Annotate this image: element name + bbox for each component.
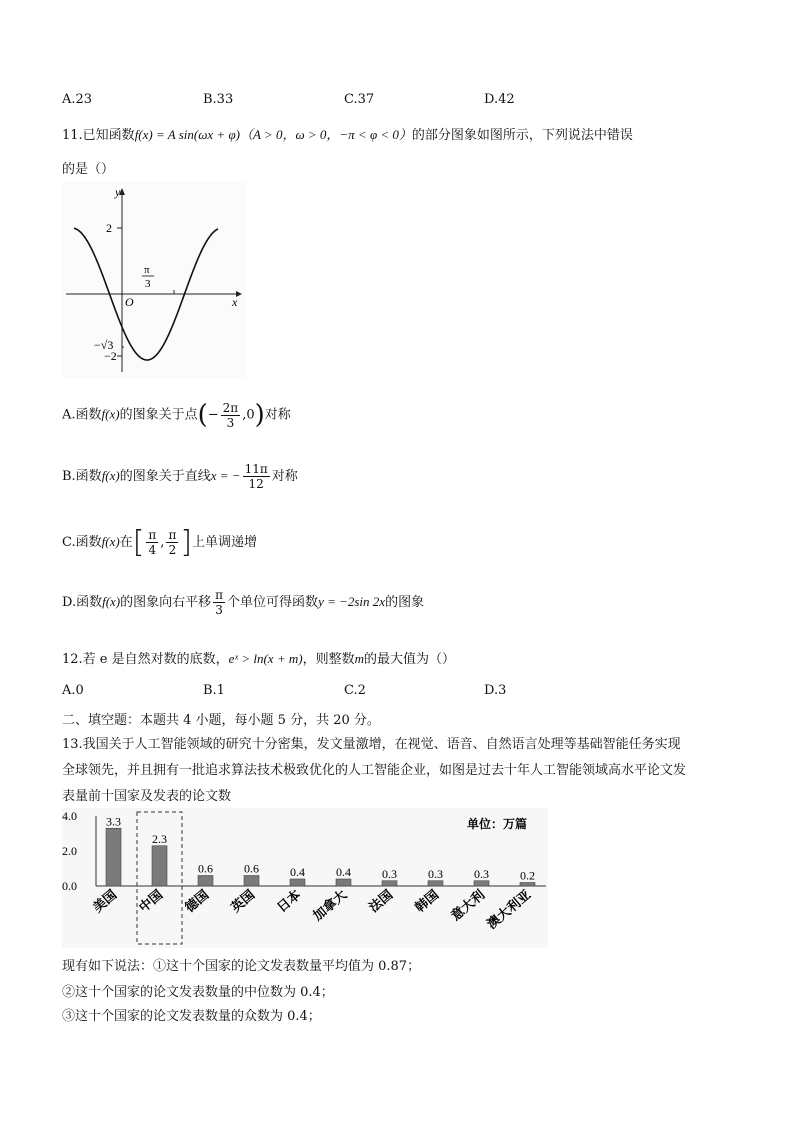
q13-line3: 表量前十国家及发表的论文数: [62, 789, 232, 804]
q12-option-a: A.0: [62, 683, 84, 698]
chart-unit-label: 单位：万篇: [467, 817, 528, 831]
q12-option-c: C.2: [344, 683, 366, 698]
bar-value-label-1: 2.3: [152, 831, 167, 846]
bar-7: [428, 881, 443, 886]
category-label-1: 中国: [136, 887, 167, 916]
category-label-0: 美国: [90, 887, 121, 916]
tick-neg2-label: −2: [104, 349, 117, 363]
tick-neg-sqrt3-label: −√3: [94, 338, 114, 352]
q12-stem-suffix: 的最大值为（）: [363, 652, 455, 667]
opt-c-num1: π: [148, 528, 157, 542]
q13-statement-1: 现有如下说法：①这十个国家的论文发表数量平均值为 0.87；: [62, 959, 421, 974]
q12-stem-prefix: 12.若 e 是自然对数的底数，: [62, 652, 229, 667]
x-axis-label: x: [232, 295, 238, 309]
opt-a-lparen: (: [197, 400, 208, 430]
bar-value-label-3: 0.6: [244, 861, 259, 876]
opt-d-mid: 的图象向右平移: [120, 595, 212, 610]
bar-9: [520, 883, 535, 887]
pi-over-3-den: 3: [145, 278, 151, 290]
opt-b-num: 11π: [244, 462, 268, 476]
q11-stem-line2: 的是（）: [62, 162, 115, 177]
opt-a-fx: f(x): [101, 406, 120, 422]
opt-b-mid: 的图象关于直线: [119, 469, 211, 484]
bar-value-label-8: 0.3: [474, 866, 489, 881]
bar-6: [382, 881, 397, 886]
opt-c-num2: π: [168, 528, 177, 542]
q13-bar-chart: [62, 808, 548, 948]
q11-stem-suffix: 的部分图象如图所示，下列说法中错误: [411, 128, 633, 143]
opt-c-frac2: [166, 528, 178, 557]
opt-d-den: 3: [215, 603, 223, 617]
opt-a-mid: 的图象关于点: [119, 407, 198, 423]
bar-value-label-5: 0.4: [336, 865, 351, 879]
opt-b-frac: [243, 462, 270, 491]
q11-sine-graph: [62, 182, 246, 378]
q11-conditions: （A > 0，ω > 0，−π < φ < 0）: [239, 127, 412, 142]
category-label-3: 英国: [228, 887, 259, 916]
bar-value-label-7: 0.3: [428, 866, 443, 881]
opt-d-frac: [213, 588, 225, 617]
category-label-6: 法国: [366, 887, 397, 916]
opt-c-den1: 4: [148, 543, 157, 557]
q12-inequality: eˣ > ln(x + m): [228, 651, 303, 666]
opt-c-fx: f(x): [101, 534, 120, 549]
origin-label: O: [125, 295, 134, 309]
bar-value-label-0: 3.3: [106, 814, 121, 829]
q10-option-a: A.23: [62, 92, 93, 107]
q12-stem-mid: ，则整数: [302, 652, 355, 667]
bar-3: [244, 876, 259, 887]
q13-line1: 13.我国关于人工智能领域的研究十分密集，发文量激增，在视觉、语音、自然语言处理等基础智能任务实现: [62, 737, 681, 752]
opt-c-post: 上单调递增: [192, 535, 258, 550]
category-label-4: 日本: [274, 887, 305, 916]
y-tick-0: 0.0: [62, 879, 77, 893]
q11-function: f(x) = A sin(ωx + φ): [134, 127, 240, 142]
q12-stem: [62, 648, 455, 667]
opt-d-pre: D.函数: [62, 595, 103, 610]
q11-option-a: [62, 400, 291, 430]
bar-5: [336, 879, 351, 886]
opt-c-den2: 2: [168, 543, 177, 557]
opt-b-var: x = −: [210, 468, 241, 483]
category-label-9: 澳大利亚: [484, 887, 535, 933]
q10-option-d: D.42: [484, 92, 515, 107]
category-label-2: 德国: [182, 887, 213, 916]
opt-a-post: 对称: [264, 407, 291, 423]
bar-8: [474, 881, 489, 886]
opt-a-pre: A.函数: [62, 407, 102, 423]
opt-c-lbracket: [: [132, 525, 145, 560]
category-label-5: 加拿大: [310, 887, 351, 925]
pi-over-3-num: π: [144, 264, 150, 276]
bar-value-label-2: 0.6: [198, 861, 213, 876]
opt-c-frac1: [146, 528, 158, 557]
q13-statement-3: ③这十个国家的论文发表数量的众数为 0.4；: [62, 1009, 321, 1024]
category-label-7: 韩国: [412, 887, 443, 916]
opt-d-fx: f(x): [102, 594, 121, 609]
q13-statement-2: ②这十个国家的论文发表数量的中位数为 0.4；: [62, 985, 334, 1000]
opt-d-num: π: [215, 588, 224, 602]
q11-option-d: [62, 588, 424, 617]
opt-b-den: 12: [248, 477, 264, 491]
q13-line2: 全球领先，并且拥有一批追求算法技术极致优化的人工智能企业，如图是过去十年人工智能领域高水平论文发: [62, 763, 687, 778]
q11-option-b: [62, 462, 298, 491]
opt-c-rbracket: ]: [180, 525, 193, 560]
y-tick-2: 2.0: [62, 844, 77, 858]
q11-stem-prefix: 11.已知函数: [62, 128, 135, 143]
opt-a-frac: [221, 401, 241, 430]
q12-m: m: [354, 651, 364, 666]
opt-b-pre: B.函数: [62, 469, 102, 484]
opt-d-func: y = −2sin 2x: [318, 594, 386, 609]
q10-option-b: B.33: [203, 92, 234, 107]
q12-option-b: B.1: [203, 683, 225, 698]
q10-option-c: C.37: [344, 92, 375, 107]
bar-1: [152, 846, 167, 886]
opt-a-num: 2π: [222, 400, 239, 415]
graph-background: [62, 182, 246, 378]
opt-d-post: 的图象: [385, 595, 425, 610]
opt-c-mid: 在: [119, 535, 133, 550]
bar-value-label-9: 0.2: [520, 868, 535, 883]
category-label-8: 意大利: [448, 887, 489, 925]
opt-c-pre: C.函数: [62, 535, 102, 550]
tick-2-label: 2: [106, 221, 112, 235]
opt-a-sign: −: [207, 407, 219, 423]
q12-option-d: D.3: [484, 683, 507, 698]
section-fill-in-heading: 二、填空题：本题共 4 小题，每小题 5 分，共 20 分。: [62, 713, 380, 728]
opt-b-post: 对称: [271, 469, 298, 484]
y-axis-label: y: [115, 185, 121, 199]
bar-value-label-6: 0.3: [382, 866, 397, 881]
bar-2: [198, 876, 213, 887]
opt-a-den: 3: [226, 415, 235, 430]
opt-a-rparen: ): [254, 400, 265, 430]
q11-stem: [62, 124, 633, 143]
opt-a-tail: ,0: [242, 407, 255, 423]
y-tick-4: 4.0: [62, 809, 77, 823]
opt-d-mid2: 个单位可得函数: [227, 595, 319, 610]
opt-b-fx: f(x): [101, 468, 120, 483]
bar-0: [106, 828, 121, 886]
bar-value-label-4: 0.4: [290, 865, 305, 879]
bar-4: [290, 879, 305, 886]
q11-option-c: C.函数f(x)在[ $\frac{\pi}{4}$ , $\frac{\pi}{2}$ ]上单调递增: [62, 525, 258, 560]
